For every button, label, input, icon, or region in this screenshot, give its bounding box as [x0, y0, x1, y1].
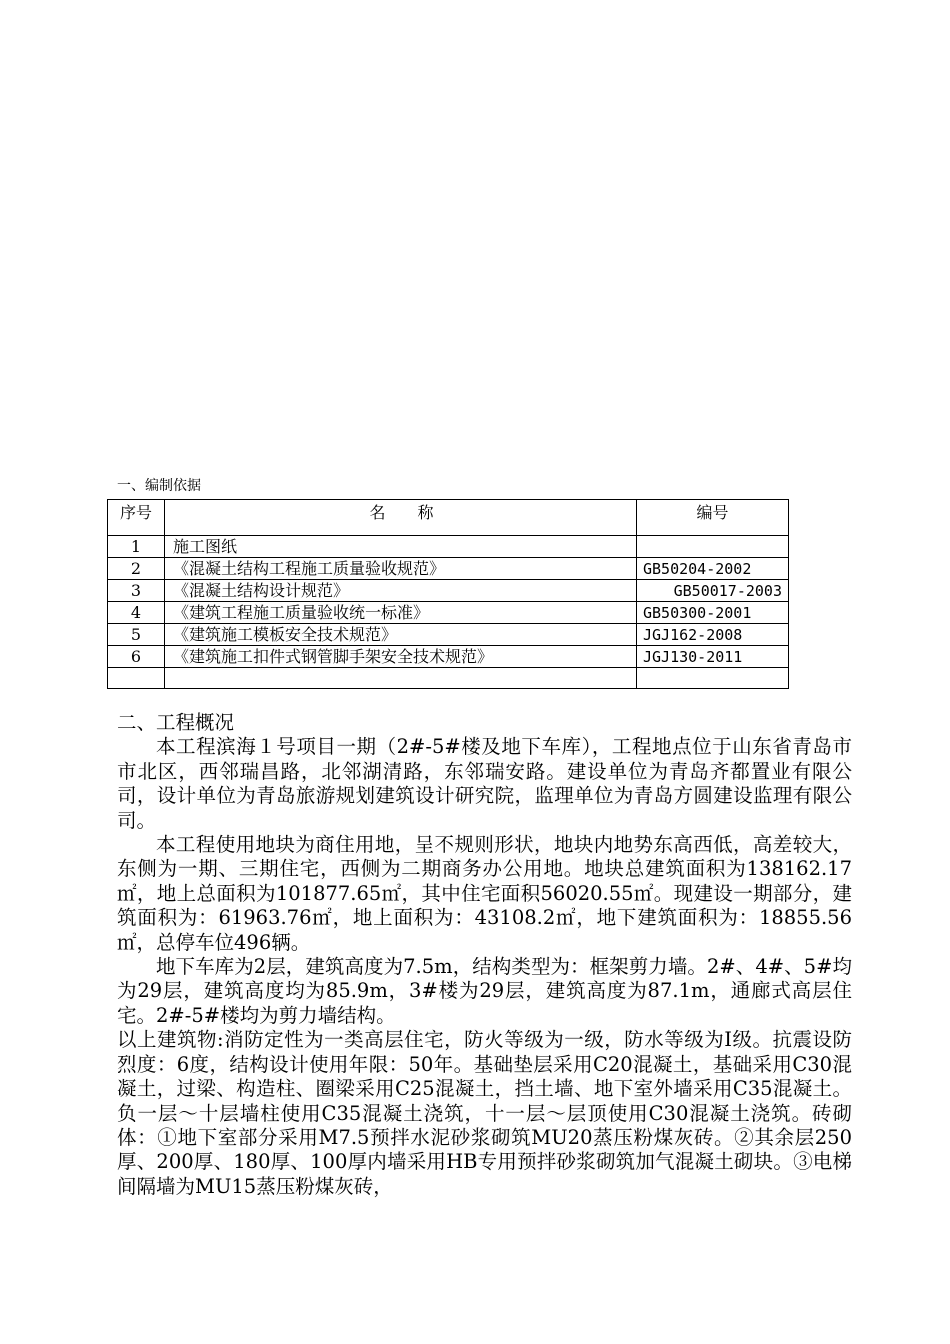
table-row-empty	[108, 668, 789, 689]
row-name: 《建筑工程施工质量验收统一标准》	[165, 602, 637, 624]
row-code: JGJ130-2011	[637, 646, 789, 668]
header-code: 编号	[637, 500, 789, 536]
section-2-title: 二、工程概况	[117, 711, 235, 734]
row-no: 2	[108, 558, 165, 580]
row-no: 5	[108, 624, 165, 646]
empty-cell	[165, 668, 637, 689]
paragraph: 以上建筑物:消防定性为一类高层住宅，防火等级为一级，防水等级为Ⅰ级。抗震设防烈度：6度，结构设计使用年限：50年。基础垫层采用C20混凝土，基础采用C30混凝土，过梁、构造柱、圈梁采用C25混凝土，挡土墙、地下室外墙采用C35混凝土。负一层～十层墙柱使用C35混凝土浇筑，十一层～层顶使用C30混凝土浇筑。砖砌体：①地下室部分采用M7.5预拌水泥砂浆砌筑MU20蒸压粉煤灰砖。②其余层250厚、200厚、180厚、100厚内墙采用HB专用预拌砂浆砌筑加气混凝土砌块。③电梯间隔墙为MU15蒸压粉煤灰砖，	[117, 1028, 852, 1198]
row-no: 3	[108, 580, 165, 602]
table-row	[108, 602, 789, 624]
table-header-row	[108, 500, 789, 536]
paragraph: 本工程使用地块为商住用地，呈不规则形状，地块内地势东高西低，高差较大，东侧为一期、三期住宅，西侧为二期商务办公用地。地块总建筑面积为138162.17㎡，地上总面积为101877.65㎡，其中住宅面积56020.55㎡。现建设一期部分，建筑面积为：61963.76㎡，地上面积为：43108.2㎡，地下建筑面积为：18855.56㎡，总停车位496辆。	[117, 833, 852, 954]
row-name: 《建筑施工模板安全技术规范》	[165, 624, 637, 646]
section-2	[117, 711, 852, 1199]
header-name: 名 称	[165, 500, 637, 536]
paragraph: 地下车库为2层，建筑高度为7.5m，结构类型为：框架剪力墙。2#、4#、5#均为29层，建筑高度均为85.9m，3#楼为29层，建筑高度为87.1m，通廊式高层住宅。2#-5#楼均为剪力墙结构。	[117, 955, 852, 1027]
basis-table	[107, 499, 789, 689]
row-no: 1	[108, 536, 165, 558]
paragraph: 本工程滨海１号项目一期（2#-5#楼及地下车库），工程地点位于山东省青岛市市北区，西邻瑞昌路，北邻湖清路，东邻瑞安路。建设单位为青岛齐都置业有限公司，设计单位为青岛旅游规划建筑设计研究院，监理单位为青岛方圆建设监理有限公司。	[117, 735, 852, 832]
row-no: 4	[108, 602, 165, 624]
row-name: 《混凝土结构工程施工质量验收规范》	[165, 558, 637, 580]
table-row	[108, 558, 789, 580]
row-code: GB50300-2001	[637, 602, 789, 624]
row-code: JGJ162-2008	[637, 624, 789, 646]
table-row	[108, 536, 789, 558]
row-name: 施工图纸	[165, 536, 637, 558]
row-code: GB50017-2003	[637, 580, 789, 602]
row-name: 《混凝土结构设计规范》	[165, 580, 637, 602]
header-no: 序号	[108, 500, 165, 536]
empty-cell	[108, 668, 165, 689]
section-1-title: 一、编制依据	[117, 478, 201, 494]
table-row	[108, 646, 789, 668]
empty-cell	[637, 668, 789, 689]
row-name: 《建筑施工扣件式钢管脚手架安全技术规范》	[165, 646, 637, 668]
row-no: 6	[108, 646, 165, 668]
table-row	[108, 580, 789, 602]
row-code	[637, 536, 789, 558]
row-code: GB50204-2002	[637, 558, 789, 580]
table-row	[108, 624, 789, 646]
